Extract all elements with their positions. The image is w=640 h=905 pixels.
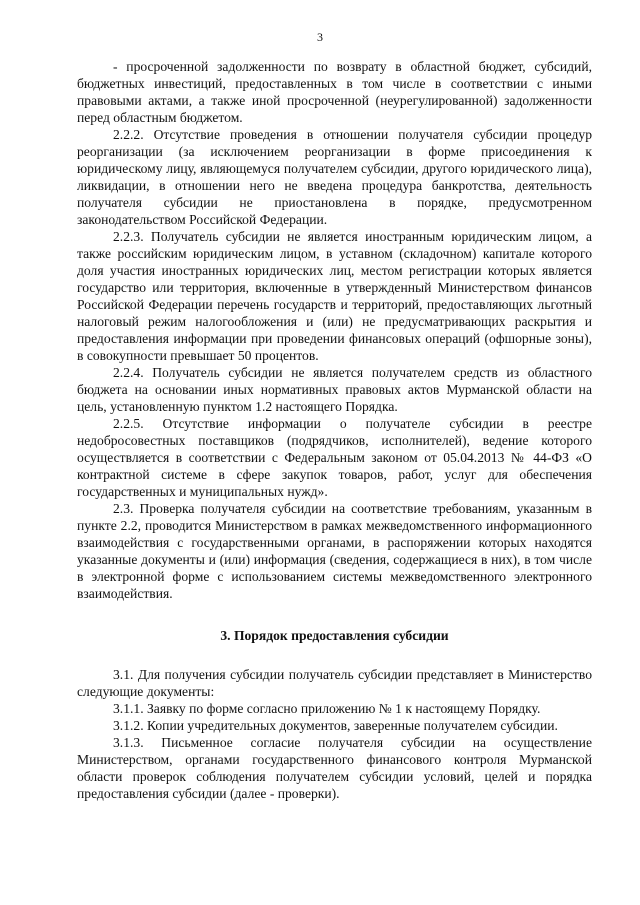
paragraph-2-2-5: 2.2.5. Отсутствие информации о получателе субсидии в реестре недобросовестных поставщиков (подрядчиков, исполнителей), ведение которого осуществляется в соответствии с Федеральным законом от 05.04.2013 № 44-ФЗ «О контрактной системе в сфере закупок товаров, работ, услуг для обеспечения государственных и муниципальных нужд». — [77, 416, 592, 499]
paragraph-3-1: 3.1. Для получения субсидии получатель субсидии представляет в Министерство следующие документы: — [77, 667, 592, 699]
paragraph-overdue-debt: - просроченной задолженности по возврату в областной бюджет, субсидий, бюджетных инвестиций, предоставленных в том числе в соответствии с иными правовыми актами, а также иной просроченной (неурегулированной) задолженности перед областным бюджетом. — [77, 59, 592, 125]
paragraph-2-3: 2.3. Проверка получателя субсидии на соответствие требованиям, указанным в пункте 2.2, проводится Министерством в рамках межведомственного информационного взаимодействия с государственными органами, в распоряжении которых находятся указанные документы и (или) информация (сведения, содержащиеся в них), в том числе в электронной форме с использованием системы межведомственного электронного взаимодействия. — [77, 501, 592, 601]
paragraph-2-2-4: 2.2.4. Получатель субсидии не является получателем средств из областного бюджета на основании иных нормативных правовых актов Мурманской области на цель, установленную пунктом 1.2 настоящего Порядка. — [77, 365, 592, 414]
section-heading: 3. Порядок предоставления субсидии — [220, 628, 449, 643]
paragraph-3-1-1: 3.1.1. Заявку по форме согласно приложению № 1 к настоящему Порядку. — [113, 701, 541, 716]
paragraph-3-1-3: 3.1.3. Письменное согласие получателя субсидии на осуществление Министерством, органами государственного финансового контроля Мурманской области проверок соблюдения получателем субсидии условий, целей и порядка предоставления субсидии (далее - проверки). — [77, 735, 592, 801]
paragraph-3-1-2: 3.1.2. Копии учредительных документов, заверенные получателем субсидии. — [113, 718, 558, 733]
page-number: 3 — [317, 30, 323, 44]
document-body — [77, 58, 592, 802]
paragraph-2-2-3: 2.2.3. Получатель субсидии не является иностранным юридическим лицом, а также российским юридическим лицом, в уставном (складочном) капитале которого доля участия иностранных юридических лиц, местом регистрации которых является государство или территория, включенные в утвержденный Министерством финансов Российской Федерации перечень государств и территорий, предоставляющих льготный налоговый режим налогообложения и (или) не предусматривающих раскрытия и предоставления информации при проведении финансовых операций (офшорные зоны), в совокупности превышает 50 процентов. — [77, 229, 592, 363]
paragraph-2-2-2: 2.2.2. Отсутствие проведения в отношении получателя субсидии процедур реорганизации (за исключением реорганизации в форме присоединения к юридическому лицу, являющемуся получателем субсидии, другого юридического лица), ликвидации, в отношении него не введена процедура банкротства, деятельность получателя субсидии не приостановлена в порядке, предусмотренном законодательством Российской Федерации. — [77, 127, 592, 227]
